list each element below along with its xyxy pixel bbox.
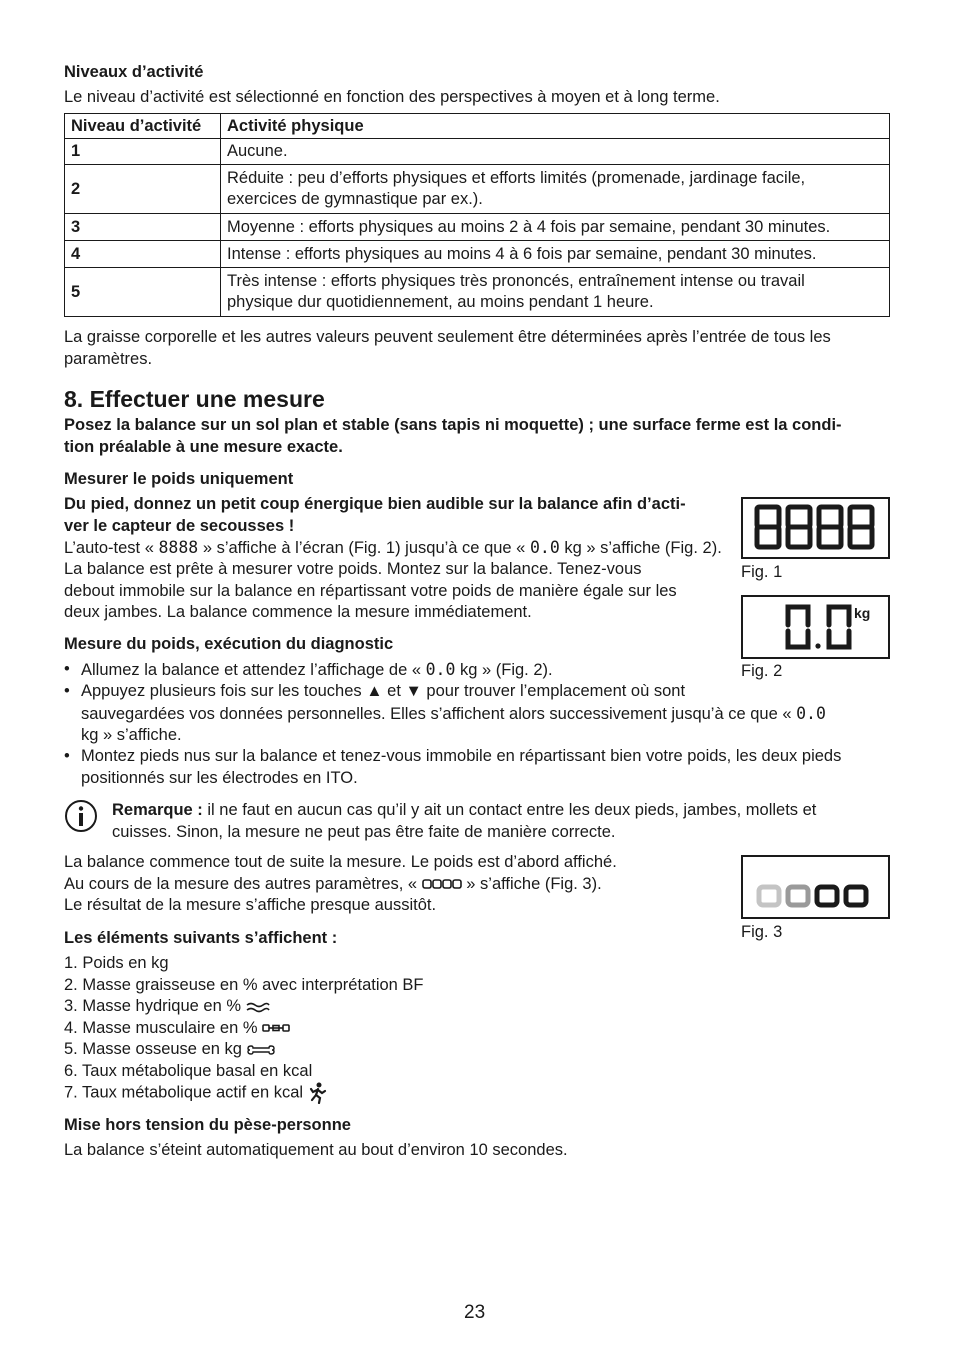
table-cell-desc	[221, 139, 890, 165]
note-label: Remarque :	[112, 801, 203, 819]
text-line: ver le capteur de secousses !	[64, 516, 295, 535]
power-off-heading: Mise hors tension du pèse-personne	[64, 1116, 351, 1134]
measure-text	[64, 852, 617, 917]
table-row	[65, 268, 890, 317]
desc-line: physique dur quotidiennement, au moins pendant 1 heure.	[227, 293, 654, 311]
desc-line: Intense : efforts physiques au moins 4 à 6 fois par semaine, pendant 30 minutes.	[227, 244, 817, 263]
text-span: il ne faut en aucun cas qu’il y ait un contact entre les deux pieds, jambes, mollets et	[202, 801, 817, 819]
table-row	[65, 139, 890, 165]
page-number: 23	[464, 1302, 486, 1323]
weight-only-selftest-line	[64, 537, 722, 560]
table-header-row	[65, 114, 890, 139]
bullet-text	[81, 659, 894, 682]
segment-display-text: 0.0	[796, 703, 826, 723]
list-item: 1. Poids en kg	[64, 954, 169, 972]
text-line: Montez pieds nus sur la balance et tenez-vous immobile en répartissant bien votre poids, les deux pieds	[81, 747, 842, 765]
list-item	[64, 1018, 424, 1040]
table-header-level: Niveau d’activité	[65, 114, 221, 139]
activity-after-text	[64, 327, 831, 370]
text-line: cuisses. Sinon, la mesure ne peut pas être faite de manière correcte.	[112, 822, 616, 841]
list-item	[64, 996, 424, 1018]
desc-line: Très intense : efforts physiques très prononcés, entraînement intense ou travail	[227, 272, 805, 290]
text-line	[112, 800, 816, 822]
note-text	[112, 800, 816, 843]
table-row	[65, 214, 890, 241]
text-span: 3. Masse hydrique en %	[64, 997, 242, 1015]
bullet-icon: •	[64, 660, 70, 678]
text-span: 7. Taux métabolique actif en kcal	[64, 1083, 304, 1102]
list-item	[64, 746, 894, 789]
table-cell-level: 3	[65, 214, 221, 241]
text-line: Du pied, donnez un petit coup énergique bien audible sur la balance afin d’acti-	[64, 495, 686, 513]
segment-display-text: 0.0	[425, 660, 456, 679]
segment-8888-icon	[743, 499, 888, 557]
text-span: » s’affiche à l’écran (Fig. 1) jusqu’à ce que «	[198, 539, 530, 557]
text-line: Posez la balance sur un sol plan et stable (sans tapis ni moquette) ; une surface ferme est la condi-	[64, 416, 842, 434]
table-cell-desc	[221, 165, 890, 214]
fig2-display	[741, 595, 890, 659]
running-person-icon	[308, 1082, 328, 1104]
muscle-icon	[262, 1022, 290, 1034]
text-line: Appuyez plusieurs fois sur les touches ▲ et ▼ pour trouver l’emplacement où sont	[81, 682, 686, 700]
text-line: deux jambes. La balance commence la mesure immédiatement.	[64, 603, 532, 621]
segment-progress-icon	[743, 857, 888, 917]
bone-icon	[247, 1044, 275, 1056]
table-cell-level: 5	[65, 268, 221, 317]
desc-line: Moyenne : efforts physiques au moins 2 à 4 fois par semaine, pendant 30 minutes.	[227, 217, 831, 236]
bullet-text	[81, 746, 894, 789]
text-line: debout immobile sur la balance en répartissant votre poids de manière égale sur les	[64, 581, 677, 600]
text-line: La balance commence tout de suite la mesure. Le poids est d’abord affiché.	[64, 853, 617, 871]
text-span: 5. Masse osseuse en kg	[64, 1040, 242, 1058]
bullet-icon: •	[64, 747, 70, 765]
text-line: tion préalable à une mesure exacte.	[64, 437, 343, 456]
table-row	[65, 165, 890, 214]
list-item	[64, 1039, 424, 1061]
displayed-heading: Les éléments suivants s’affichent :	[64, 929, 338, 947]
table-header-activity: Activité physique	[221, 114, 890, 139]
table-cell-level: 1	[65, 139, 221, 165]
activity-intro: Le niveau d’activité est sélectionné en fonction des perspectives à moyen et à long terme.	[64, 88, 720, 106]
fig3-caption: Fig. 3	[741, 923, 783, 941]
text-line: positionnés sur les électrodes en ITO.	[81, 768, 358, 787]
text-span: kg » s’affiche (Fig. 2).	[559, 539, 722, 557]
desc-line: Aucune.	[227, 142, 288, 160]
table-cell-desc	[221, 241, 890, 268]
progress-segments-icon	[422, 878, 462, 890]
text-span: sauvegardées vos données personnelles. Elles s’affichent alors successivement jusqu’à ce que «	[81, 704, 797, 723]
text-line: La graisse corporelle et les autres valeurs peuvent seulement être déterminées après l’entrée de tous les	[64, 328, 831, 346]
displayed-list	[64, 953, 424, 1104]
fig3-display	[741, 855, 890, 919]
weight-only-text	[64, 559, 677, 624]
section-title: 8. Effectuer une mesure	[64, 386, 325, 412]
text-span: kg » (Fig. 2).	[455, 661, 553, 679]
list-item	[64, 1082, 424, 1104]
water-icon	[246, 1001, 270, 1013]
fig1-caption: Fig. 1	[741, 563, 783, 581]
text-span: » s’affiche (Fig. 3).	[461, 874, 602, 893]
power-off-text: La balance s’éteint automatiquement au bout d’environ 10 secondes.	[64, 1141, 568, 1159]
info-icon	[64, 799, 98, 840]
text-line	[64, 874, 617, 896]
table-cell-level: 4	[65, 241, 221, 268]
segment-display-text: 0.0	[529, 538, 560, 557]
fig2-caption: Fig. 2	[741, 662, 783, 680]
text-span: L’auto-test «	[64, 539, 159, 557]
text-line	[81, 703, 894, 726]
weight-only-bold	[64, 494, 686, 537]
list-item	[64, 659, 894, 682]
activity-table	[64, 113, 890, 317]
section-lead	[64, 415, 842, 458]
table-cell-desc	[221, 214, 890, 241]
list-item: 6. Taux métabolique basal en kcal	[64, 1061, 313, 1080]
list-item	[64, 681, 894, 747]
text-line: La balance est prête à mesurer votre poids. Montez sur la balance. Tenez-vous	[64, 560, 642, 578]
desc-line: Réduite : peu d’efforts physiques et efforts limités (promenade, jardinage facile,	[227, 169, 806, 187]
text-line: Le résultat de la mesure s’affiche presque aussitôt.	[64, 896, 437, 914]
bullet-text	[81, 681, 894, 747]
text-span: Au cours de la mesure des autres paramètres, «	[64, 874, 422, 893]
list-item: 2. Masse graisseuse en % avec interprétation BF	[64, 975, 424, 994]
bullet-icon: •	[64, 682, 70, 700]
text-line: paramètres.	[64, 349, 153, 368]
desc-line: exercices de gymnastique par ex.).	[227, 190, 483, 208]
fig2-unit: kg	[854, 605, 871, 621]
text-span: 4. Masse musculaire en %	[64, 1018, 258, 1037]
table-cell-desc	[221, 268, 890, 317]
text-line: kg » s’affiche.	[81, 726, 182, 744]
table-cell-level: 2	[65, 165, 221, 214]
diagnostic-heading: Mesure du poids, exécution du diagnostic	[64, 635, 394, 653]
text-span: Allumez la balance et attendez l’affichage de «	[81, 661, 426, 679]
weight-only-heading: Mesurer le poids uniquement	[64, 470, 294, 488]
activity-heading: Niveaux d’activité	[64, 63, 204, 81]
table-row	[65, 241, 890, 268]
fig1-display	[741, 497, 890, 559]
segment-display-text: 8888	[158, 538, 199, 557]
